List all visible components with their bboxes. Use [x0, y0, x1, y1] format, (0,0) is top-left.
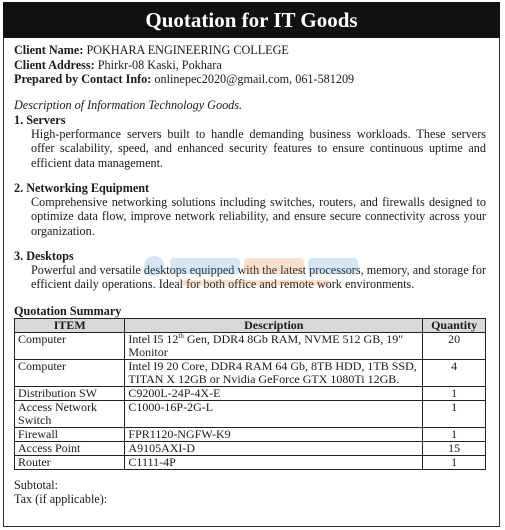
tax-label: Tax (if applicable):: [14, 492, 108, 506]
cell-item: Access Point: [15, 442, 125, 456]
description-intro: Description of Information Technology Goods.: [14, 98, 243, 112]
client-address-line: [14, 58, 354, 73]
client-address: Phirkr-08 Kaski, Pokhara: [97, 57, 222, 72]
cell-quantity: 1: [423, 387, 486, 401]
cell-item: Firewall: [15, 428, 125, 442]
cell-description: C1000-16P-2G-L: [125, 401, 423, 428]
section-body: High-performance servers built to handle demanding business workloads. These servers offer scalability, speed, and enhanced security features to ensure continuous uptime and efficient data management.: [31, 127, 486, 170]
cell-quantity: 1: [423, 428, 486, 442]
cell-description: Intel I9 20 Core, DDR4 RAM 64 Gb, 8TB HDD, 1TB SSD, TITAN X 12GB or Nvidia GeForce GTX 1080Ti 12GB.: [125, 360, 423, 387]
client-address-label: Client Address:: [14, 57, 95, 72]
cell-quantity: 15: [423, 442, 486, 456]
section-heading: 2. Networking Equipment: [14, 181, 150, 195]
cell-quantity: 20: [423, 333, 486, 360]
client-info: [14, 43, 354, 87]
table-row: [15, 456, 486, 470]
cell-description: Intel I5 12th Gen, DDR4 8Gb RAM, NVME 512 GB, 19" Monitor: [125, 333, 423, 360]
quotation-table: [14, 318, 486, 470]
cell-item: Computer: [15, 360, 125, 387]
client-name-line: [14, 43, 354, 58]
page-title: Quotation for IT Goods: [3, 2, 500, 38]
cell-quantity: 1: [423, 401, 486, 428]
subtotal-label: Subtotal:: [14, 478, 59, 492]
cell-quantity: 4: [423, 360, 486, 387]
table-row: [15, 360, 486, 387]
contact-line: [14, 72, 354, 87]
cell-item: Distribution SW: [15, 387, 125, 401]
totals-block: [14, 478, 107, 506]
cell-item: Access Network Switch: [15, 401, 125, 428]
cell-description: FPR1120-NGFW-K9: [125, 428, 423, 442]
cell-quantity: 1: [423, 456, 486, 470]
table-header-row: [15, 319, 486, 333]
table-row: [15, 428, 486, 442]
table-row: [15, 401, 486, 428]
quotation-summary-title: Quotation Summary: [14, 304, 122, 318]
header-quantity: Quantity: [423, 319, 486, 333]
table-row: [15, 442, 486, 456]
section-heading: 3. Desktops: [14, 249, 74, 263]
section-body: Comprehensive networking solutions including switches, routers, and firewalls designed to optimize data flow, improve network reliability, and ensure secure connectivity across your organization.: [31, 195, 486, 238]
cell-description: C9200L-24P-4X-E: [125, 387, 423, 401]
table-row: [15, 333, 486, 360]
cell-item: Router: [15, 456, 125, 470]
contact-label: Prepared by Contact Info:: [14, 72, 152, 86]
header-item: ITEM: [15, 319, 125, 333]
section-servers: [14, 113, 486, 170]
section-desktops: [14, 249, 486, 292]
client-name: POKHARA ENGINEERING COLLEGE: [86, 43, 289, 57]
section-body: Powerful and versatile desktops equipped with the latest processors, memory, and storage for efficient daily operations. Ideal for both office and remote work environments.: [31, 263, 486, 292]
contact-info: onlinepec2020@gmail.com, 061-581209: [154, 72, 355, 86]
client-name-label: Client Name:: [14, 43, 84, 57]
section-networking: [14, 181, 486, 238]
cell-description: C1111-4P: [125, 456, 423, 470]
cell-description: A9105AXI-D: [125, 442, 423, 456]
table-row: [15, 387, 486, 401]
section-heading: 1. Servers: [14, 113, 66, 127]
cell-item: Computer: [15, 333, 125, 360]
header-description: Description: [125, 319, 423, 333]
